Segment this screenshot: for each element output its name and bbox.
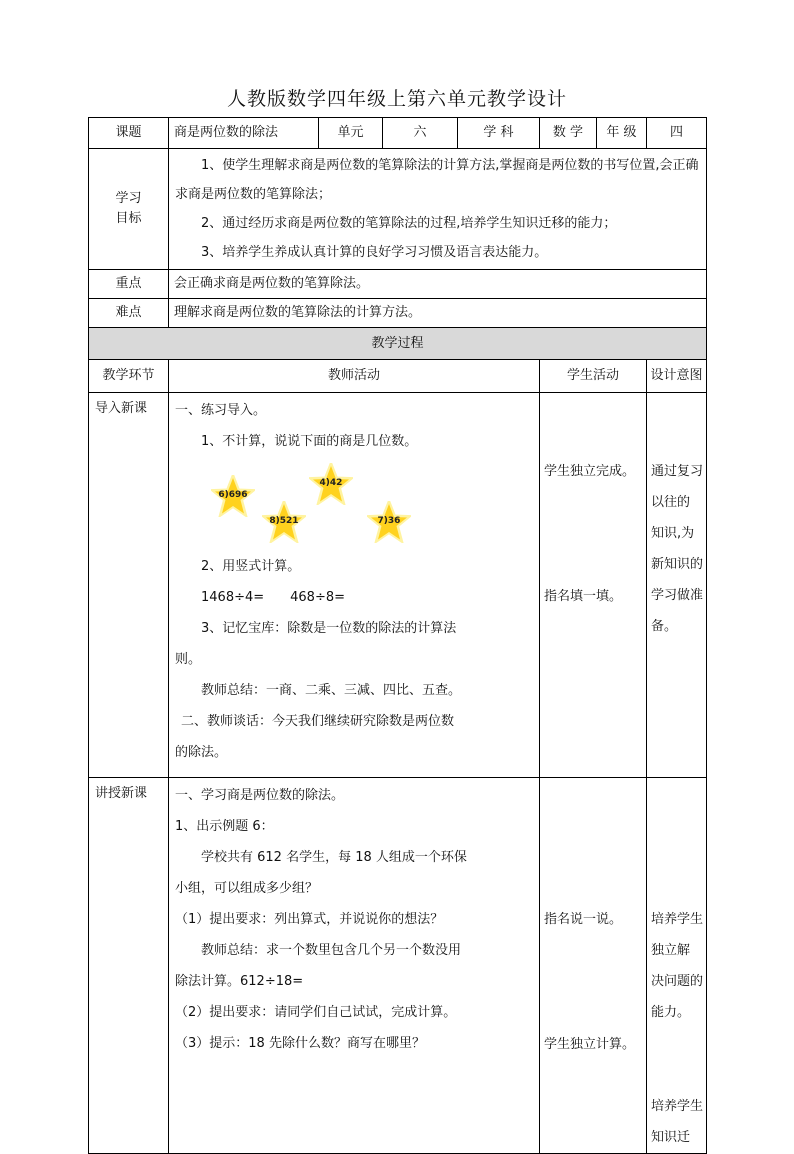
teacher-line: 学校共有 612 名学生，每 18 人组成一个环保: [201, 850, 467, 865]
teacher-line: 则。: [175, 652, 202, 667]
goals-row: [89, 149, 707, 270]
intent-line: 通过复习以往的: [651, 464, 704, 510]
student-activity-cell: [540, 393, 647, 778]
unit-value: 六: [383, 118, 458, 149]
star-label: 6)696: [218, 490, 248, 500]
section-new-lesson-row: [89, 778, 707, 1154]
teacher-activity-cell: [169, 778, 540, 1154]
teacher-line: 二、教师谈话：今天我们继续研究除数是两位数: [181, 714, 455, 729]
star-icon: [309, 463, 353, 505]
process-heading: 教学过程: [89, 328, 707, 360]
goal-item: 1、使学生理解求商是两位数的笔算除法的计算方法,掌握商是两位数的书写位置,会正确求商是两位数的笔算除法；: [175, 158, 699, 202]
teacher-line: 3、记忆宝库：除数是一位数的除法的计算法: [201, 621, 457, 636]
star-icon: [262, 501, 306, 543]
document-title: 人教版数学四年级上第六单元教学设计: [226, 88, 567, 110]
star-label: 8)521: [269, 516, 299, 526]
section-intro-row: [89, 393, 707, 778]
teacher-line: 教师总结：一商、二乘、三减、四比、五查。: [201, 683, 462, 698]
subject-label: 学 科: [458, 118, 540, 149]
teacher-line: 1、出示例题 6：: [175, 819, 274, 834]
difficulty-row: [89, 299, 707, 328]
key-point-label: 重点: [89, 270, 169, 299]
teacher-line: 1468÷4= 468÷8=: [201, 590, 346, 605]
unit-label: 单元: [319, 118, 383, 149]
student-line: 学生独立计算。: [544, 1037, 636, 1052]
teacher-line: 一、练习导入。: [175, 403, 267, 418]
intent-line: 知识,为新知识的: [651, 526, 704, 572]
teacher-line: 的除法。: [175, 745, 228, 760]
key-point-row: [89, 270, 707, 299]
goals-label: 学习 目标: [89, 149, 169, 270]
teacher-line: （3）提示：18 先除什么数？商写在哪里？: [175, 1036, 425, 1051]
process-heading-row: [89, 328, 707, 360]
difficulty-text: 理解求商是两位数的笔算除法的计算方法。: [169, 299, 707, 328]
stage-cell: [89, 778, 169, 1154]
goal-item: 3、培养学生养成认真计算的良好学习习惯及语言表达能力。: [201, 245, 548, 260]
teacher-line: 1、不计算，说说下面的商是几位数。: [201, 434, 418, 449]
stage-cell: [89, 393, 169, 778]
goals-content: [169, 149, 707, 270]
teacher-line: 除法计算。612÷18=: [175, 974, 304, 989]
design-intent-cell: [647, 393, 707, 778]
student-line: 学生独立完成。: [544, 464, 636, 479]
star-icon: [211, 475, 255, 517]
topic-value: 商是两位数的除法: [169, 118, 319, 149]
lesson-plan-table: [88, 117, 707, 1154]
teacher-line: 2、用竖式计算。: [201, 559, 301, 574]
student-line: 指名说一说。: [544, 912, 623, 927]
intent-line: 决问题的能力。: [651, 974, 704, 1020]
teacher-line: （1）提出要求：列出算式，并说说你的想法？: [175, 912, 444, 927]
topic-label: 课题: [89, 118, 169, 149]
column-header: 学生活动: [540, 360, 647, 393]
star-label: 7)36: [377, 516, 401, 526]
column-header: 教师活动: [169, 360, 540, 393]
intent-line: 学习做准备。: [651, 588, 704, 634]
column-header: 教学环节: [89, 360, 169, 393]
key-point-text: 会正确求商是两位数的笔算除法。: [169, 270, 707, 299]
process-columns-row: [89, 360, 707, 393]
star-label: 4)42: [319, 478, 343, 488]
student-line: 指名填一填。: [544, 589, 623, 604]
teacher-line: 教师总结：求一个数里包含几个另一个数没用: [201, 943, 462, 958]
subject-value: 数 学: [540, 118, 597, 149]
difficulty-label: 难点: [89, 299, 169, 328]
grade-value: 四: [647, 118, 707, 149]
student-activity-cell: [540, 778, 647, 1154]
teacher-activity-cell: [169, 393, 540, 778]
intent-line: 培养学生独立解: [651, 912, 704, 958]
star-icon: [367, 501, 411, 543]
goal-item: 2、通过经历求商是两位数的笔算除法的过程,培养学生知识迁移的能力；: [201, 216, 617, 231]
stage-label: 讲授新课: [95, 786, 148, 801]
star-exercise-group: [169, 461, 539, 545]
grade-label: 年 级: [597, 118, 647, 149]
column-header: 设计意图: [647, 360, 707, 393]
teacher-line: 小组，可以组成多少组？: [175, 881, 319, 896]
stage-label: 导入新课: [95, 401, 148, 416]
teacher-line: 一、学习商是两位数的除法。: [175, 788, 345, 803]
design-intent-cell: [647, 778, 707, 1154]
intent-line: 培养学生知识迁: [651, 1099, 704, 1145]
header-row: [89, 118, 707, 149]
teacher-line: （2）提出要求：请同学们自己试试，完成计算。: [175, 1005, 457, 1020]
